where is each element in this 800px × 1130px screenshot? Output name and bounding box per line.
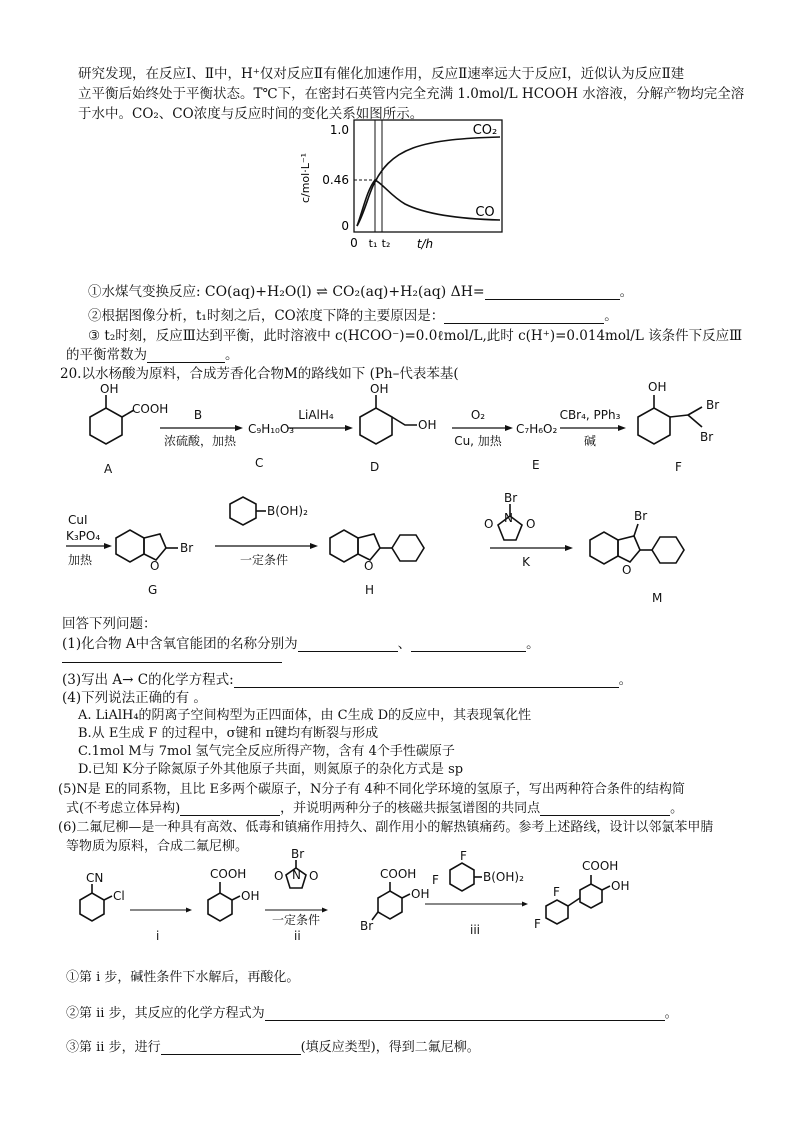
reagent-O2: O₂: [470, 408, 486, 422]
svg-text:CN: CN: [86, 871, 104, 885]
reagent-CBr4-PPh3: CBr₄, PPh₃: [559, 408, 621, 422]
q20-option-c: C.1mol M与 7mol 氢气完全反应所得产物，含有 4个手性碳原子: [78, 744, 455, 759]
svg-text:OH: OH: [648, 380, 667, 394]
q19-part3-line2: [66, 343, 239, 363]
q20-q5-text-2: ，并说明两种分子的核磁共振氢谱图的共同点: [280, 801, 541, 816]
svg-text:O: O: [484, 517, 494, 531]
q20-q1-text: (1)化合物 A中含氧官能团的名称分别为: [62, 636, 298, 652]
q19-part1: [88, 280, 633, 300]
synthesis-scheme-1: [60, 375, 780, 480]
intro-line-1: 研究发现，在反应Ⅰ、Ⅱ中，H⁺仅对反应Ⅱ有催化加速作用，反应Ⅱ速率远大于反应Ⅰ，近似认为反应Ⅱ建: [78, 66, 685, 82]
compound-F-structure: [638, 380, 719, 444]
cond-D-E: Cu, 加热: [454, 434, 502, 448]
y-tick-0: 0: [341, 219, 349, 233]
svg-text:COOH: COOH: [582, 859, 619, 873]
compound-2-chlorobenzonitrile: [80, 871, 125, 921]
svg-text:F: F: [460, 849, 467, 863]
compound-diflunisal: [534, 859, 629, 931]
q20-q2-blank-line[interactable]: [62, 648, 282, 663]
q20-option-a: A. LiAlH₄的阴离子空间构型为正四面体，由 C生成 D的反应中，其表现氧化性: [78, 708, 532, 723]
q19-part2-blank[interactable]: [444, 309, 604, 324]
y-axis-label: c/mol·L⁻¹: [299, 152, 312, 204]
q19-part3-text: 的平衡常数为: [66, 347, 147, 363]
q20-option-d: D.已知 K分子除氮原子外其他原子共面，则氮原子的杂化方式是 sp: [78, 762, 464, 777]
reagent-phenylboronic-acid: [230, 497, 308, 525]
synthesis-scheme-2: [60, 490, 780, 605]
reagent-base: 碱: [583, 434, 597, 448]
step-ii-cond: 一定条件: [271, 913, 321, 927]
svg-text:O: O: [150, 559, 160, 573]
y-tick-046: 0.46: [322, 173, 349, 187]
svg-text:OH: OH: [100, 382, 119, 396]
q20-step-3-blank[interactable]: [161, 1040, 301, 1055]
svg-text:Br: Br: [504, 491, 518, 505]
svg-text:O: O: [309, 869, 319, 883]
svg-text:O: O: [274, 869, 284, 883]
reagent-B: B: [193, 408, 203, 422]
compound-D-structure: [360, 382, 436, 444]
reagent-NBS-small: [274, 848, 318, 888]
svg-text:O: O: [364, 559, 374, 573]
q20-q5-blank-2[interactable]: [540, 801, 670, 816]
q20-q3: [62, 668, 632, 688]
x-tick-t1: t₁: [368, 237, 378, 250]
q20-q1-end: 。: [526, 636, 540, 652]
svg-text:B(OH)₂: B(OH)₂: [267, 504, 308, 518]
q20-q3-end: 。: [618, 672, 633, 688]
compound-H-structure: [330, 530, 424, 573]
cond-heat: 加热: [68, 553, 93, 567]
reagent-CuI: CuI: [68, 513, 88, 527]
q20-q1-blank-1[interactable]: [298, 637, 398, 652]
compound-G-structure: [116, 530, 193, 573]
svg-text:OH: OH: [418, 418, 437, 432]
svg-text:Br: Br: [291, 848, 305, 861]
compound-C-label: C: [255, 456, 264, 470]
compound-A-label: A: [104, 462, 113, 476]
q20-answer-intro: 回答下列问题：: [62, 616, 157, 632]
svg-text:Br: Br: [700, 430, 714, 444]
svg-text:COOH: COOH: [132, 402, 169, 416]
q19-part1-equation: CO(aq)+H₂O(l) ⇌ CO₂(aq)+H₂(aq) ΔH=: [204, 284, 485, 300]
q19-part3-end: 。: [225, 347, 239, 363]
q19-part1-blank[interactable]: [485, 285, 620, 300]
q20-q5-text: 式(不考虑立体异构): [66, 801, 181, 816]
compound-M-structure: [590, 509, 684, 577]
reagent-K3PO4: K₃PO₄: [66, 529, 101, 543]
q20-q3-blank[interactable]: [234, 673, 619, 688]
compound-F-label: F: [675, 460, 682, 474]
q20-q5-line2: [66, 797, 683, 816]
svg-text:OH: OH: [241, 889, 260, 903]
q20-option-b: B.从 E生成 F 的过程中，σ键和 π键均有断裂与形成: [78, 726, 379, 741]
reagent-NBS: [484, 491, 535, 540]
intro-line-2: 立平衡后始终处于平衡状态。T℃下，在密封石英管内完全充满 1.0mol/L HCOOH 水溶液，分解产物均完全溶: [78, 86, 745, 102]
compound-C-formula: C₉H₁₀O₃: [248, 422, 295, 436]
svg-text:COOH: COOH: [210, 867, 247, 881]
concentration-chart: [295, 112, 515, 257]
compound-E-formula: C₇H₆O₂: [516, 422, 558, 436]
svg-text:N: N: [292, 868, 301, 882]
svg-text:OH: OH: [411, 887, 430, 901]
q20-step-1: ①第 i 步，碱性条件下水解后，再酸化。: [66, 970, 300, 985]
q20-q6-line1: (6)二氟尼柳—是一种具有高效、低毒和镇痛作用持久、副作用小的解热镇痛药。参考上述路线，设计以邻氯苯甲腈: [58, 820, 714, 835]
svg-text:N: N: [504, 511, 513, 525]
q20-step-2-blank[interactable]: [265, 1006, 665, 1021]
q20-q3-text: (3)写出 A→ C的化学方程式:: [62, 672, 234, 688]
x-tick-0: 0: [350, 236, 358, 250]
q20-q1-sep: 、: [397, 636, 412, 652]
q20-q6-line2: 等物质为原料，合成二氟尼柳。: [66, 839, 249, 854]
q20-step-2-end: 。: [664, 1006, 678, 1021]
step-ii-label: ii: [294, 929, 301, 943]
reagent-K: K: [522, 555, 530, 569]
reagent-difluorophenylboronic-acid: [432, 849, 524, 891]
compound-M-label: M: [652, 591, 663, 605]
svg-text:Cl: Cl: [113, 889, 125, 903]
q20-title: 20.以水杨酸为原料，合成芳香化合物M的路线如下 (Ph–代表苯基(: [60, 366, 459, 382]
synthesis-scheme-3: [60, 848, 700, 948]
q19-part2-text: ②根据图像分析，t₁时刻之后，CO浓度下降的主要原因是：: [88, 308, 445, 324]
q20-step-3-end: (填反应类型)，得到二氟尼柳。: [300, 1040, 480, 1055]
compound-A-structure: [90, 382, 168, 444]
compound-D-label: D: [370, 460, 380, 474]
cond-A-C: 浓硫酸，加热: [163, 434, 237, 448]
svg-text:Br: Br: [360, 919, 374, 933]
q19-part2-end: 。: [604, 308, 618, 324]
q20-step-3-text: ③第 ii 步，进行: [66, 1040, 161, 1055]
q20-step-2-text: ②第 ii 步，其反应的化学方程式为: [66, 1006, 265, 1021]
q20-q5-line1: (5)N是 E的同系物，且比 E多两个碳原子，N分子有 4种不同化学环境的氢原子，写出两种符合条件的结构简: [58, 782, 685, 797]
q19-part2: [88, 304, 618, 324]
q20-step-3: [66, 1036, 480, 1055]
compound-5-bromosalicylic-acid: [360, 867, 429, 933]
svg-text:F: F: [432, 873, 439, 887]
q20-q1-blank-2[interactable]: [411, 637, 526, 652]
svg-text:Br: Br: [706, 398, 720, 412]
svg-text:B(OH)₂: B(OH)₂: [483, 870, 524, 884]
y-tick-1: 1.0: [329, 123, 349, 137]
intro-line-3: 于水中。CO₂、CO浓度与反应时间的变化关系如图所示。: [78, 106, 424, 122]
step-iii-label: iii: [470, 923, 481, 937]
x-tick-t2: t₂: [381, 237, 391, 250]
q19-part3-blank[interactable]: [147, 348, 225, 363]
compound-salicylic-acid: [208, 867, 259, 921]
svg-text:Br: Br: [634, 509, 648, 523]
svg-text:F: F: [534, 917, 541, 931]
svg-text:O: O: [622, 563, 632, 577]
svg-text:OH: OH: [370, 382, 389, 396]
compound-G-label: G: [148, 583, 158, 597]
q20-q5-end: 。: [670, 801, 684, 816]
svg-text:Br: Br: [180, 541, 194, 555]
compound-H-label: H: [365, 583, 375, 597]
svg-text:OH: OH: [611, 879, 630, 893]
series-co-label: CO: [475, 205, 495, 220]
q19-part1-label: ①水煤气变换反应:: [88, 284, 201, 300]
q20-step-2: [66, 1002, 678, 1021]
reagent-LiAlH4: LiAlH₄: [298, 408, 334, 422]
svg-text:COOH: COOH: [380, 867, 417, 881]
compound-E-label: E: [532, 458, 540, 472]
q19-part1-end: 。: [619, 284, 634, 300]
q20-q4: (4)下列说法正确的有 。: [62, 690, 207, 706]
q19-part3-line1: ③ t₂时刻，反应Ⅲ达到平衡，此时溶液中 c(HCOO⁻)=0.0ℓmol/L,此时 c(H⁺)=0.014mol/L 该条件下反应Ⅲ: [88, 328, 743, 344]
x-axis-label: t/h: [416, 237, 434, 251]
series-co2-label: CO₂: [472, 123, 498, 138]
step-i-label: i: [156, 929, 160, 943]
cond-G-H: 一定条件: [239, 553, 289, 567]
svg-text:O: O: [526, 517, 536, 531]
q20-q5-blank-1[interactable]: [180, 801, 280, 816]
svg-text:F: F: [553, 885, 560, 899]
